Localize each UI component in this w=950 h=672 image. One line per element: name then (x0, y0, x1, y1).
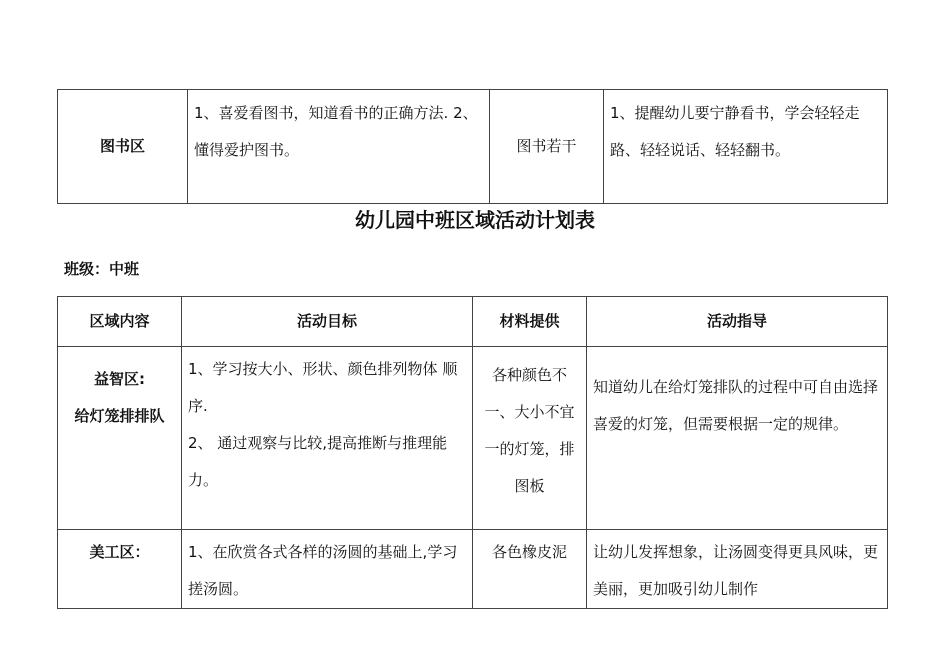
goal-cell: 1、在欣赏各式各样的汤圆的基础上,学习搓汤圆。 (182, 530, 473, 609)
area-cell: 图书区 (58, 90, 188, 204)
goal-item: 2、 通过观察与比较,提高推断与推理能力。 (188, 434, 448, 489)
header-material: 材料提供 (473, 297, 587, 347)
header-row (58, 297, 888, 347)
document-title: 幼儿园中班区域活动计划表 (355, 208, 595, 232)
material-cell: 各色橡皮泥 (473, 530, 587, 609)
material-cell: 图书若干 (490, 90, 604, 204)
table-row (58, 347, 888, 530)
activity-name: 给灯笼排排队 (74, 407, 165, 425)
header-area: 区域内容 (58, 297, 182, 347)
goal-cell (182, 347, 473, 530)
activity-plan-table (57, 296, 888, 609)
goal-item: 1、学习按大小、形状、颜色排列物体 顺序. (188, 360, 458, 415)
area-cell: 美工区： (58, 530, 182, 609)
guide-cell: 1、提醒幼儿要宁静看书，学会轻轻走路、轻轻说话、轻轻翻书。 (604, 90, 888, 204)
guide-cell: 知道幼儿在给灯笼排队的过程中可自由选择喜爱的灯笼，但需要根据一定的规律。 (587, 347, 888, 530)
header-goal: 活动目标 (182, 297, 473, 347)
area-name: 益智区: (94, 370, 145, 388)
class-label: 班级：中班 (64, 260, 140, 278)
table-row (58, 90, 888, 204)
reading-area-table (57, 89, 888, 204)
table-row (58, 530, 888, 609)
area-cell (58, 347, 182, 530)
header-guide: 活动指导 (587, 297, 888, 347)
material-cell: 各种颜色不一、大小不宜一的灯笼，排图板 (473, 347, 587, 530)
guide-cell: 让幼儿发挥想象，让汤圆变得更具风味，更美丽，更加吸引幼儿制作 (587, 530, 888, 609)
goal-cell: 1、喜爱看图书，知道看书的正确方法. 2、 懂得爱护图书。 (188, 90, 490, 204)
